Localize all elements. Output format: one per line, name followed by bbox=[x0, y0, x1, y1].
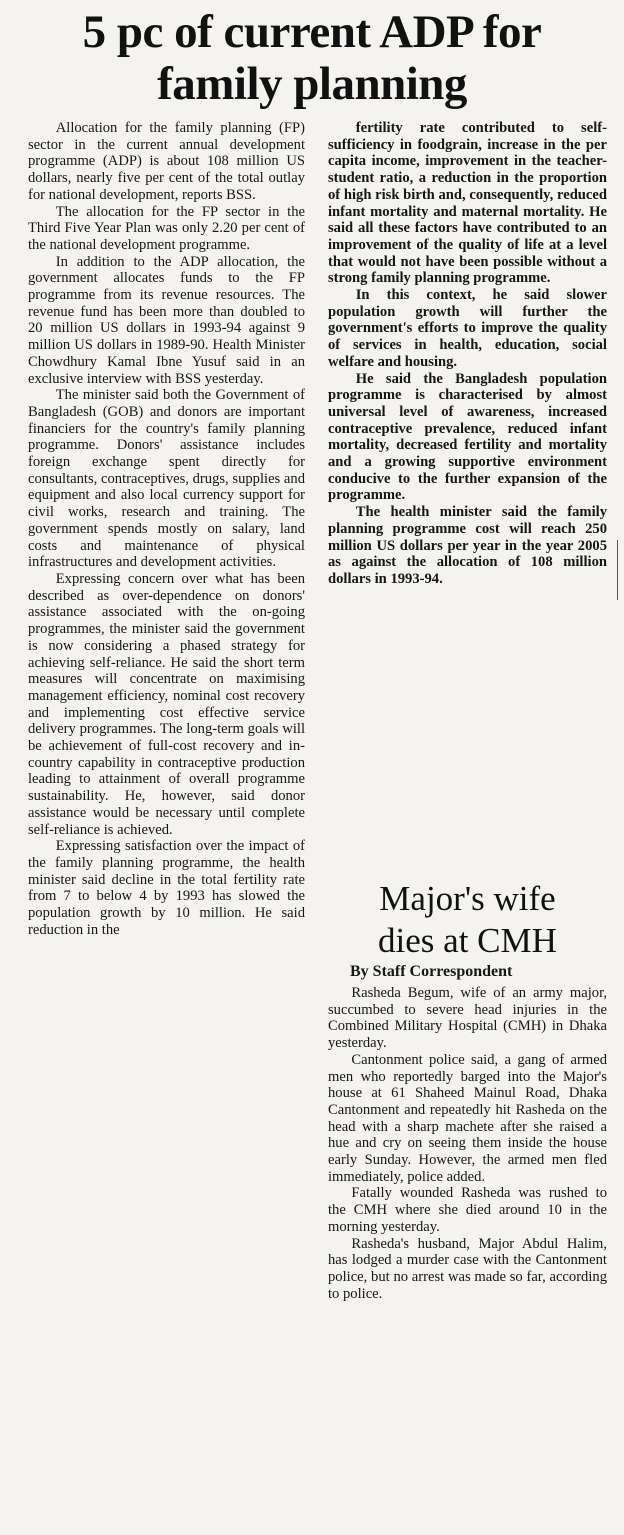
main-headline-line-1: 5 pc of current ADP for bbox=[82, 6, 542, 58]
second-headline-line-2: dies at CMH bbox=[378, 921, 557, 960]
second-headline bbox=[328, 878, 607, 962]
second-article-column bbox=[328, 985, 607, 1302]
article-paragraph: Cantonment police said, a gang of armed men who reportedly barged into the Major's house at 61 Shaheed Mainul Road, Dhaka Cantonment and repeatedly hit Rasheda on the head with a sharp machete after she raised a hue and cry on seeing them inside the house early Sunday. However, the armed men fled immediately, police added. bbox=[328, 1051, 607, 1185]
article-paragraph: The allocation for the FP sector in the Third Five Year Plan was only 2.20 per cent of the national development programme. bbox=[28, 203, 305, 253]
main-headline bbox=[0, 6, 624, 110]
article-paragraph: Expressing satisfaction over the impact of the family planning programme, the health minister said decline in the total fertility rate from 7 to below 4 by 1993 has slowed the population growth by 10 million. He said reduction in the bbox=[28, 838, 305, 938]
article-paragraph: Expressing concern over what has been described as over-dependence on donors' assistance associated with the on-going programmes, the minister said the government is now considering a phased strategy for achieving self-reliance. He said the short term measures will concentrate on maximising management efficiency, nominal cost recovery and implementing cost effective service delivery programmes. The long-term goals will be achievement of full-cost recovery and in-country capability in contraceptive production leading to attainment of overall programme sustainability. He, however, said donor assistance would be necessary until complete self-reliance is achieved. bbox=[28, 570, 305, 838]
article-paragraph: Rasheda's husband, Major Abdul Halim, has lodged a murder case with the Cantonment police, but no arrest was made so far, according to police. bbox=[328, 1235, 607, 1302]
byline: By Staff Correspondent bbox=[350, 963, 513, 980]
second-headline-line-1: Major's wife bbox=[379, 879, 556, 918]
article-paragraph: The minister said both the Government of Bangladesh (GOB) and donors are important financiers for the country's family planning programme. Donors' assistance includes foreign exchange spent directly for consultants, contraceptives, drugs, supplies and equipment and also local currency support for civil works, research and training. The government spends mostly on salary, land costs and maintenance of physical infrastructures and development activities. bbox=[28, 387, 305, 571]
article-paragraph: fertility rate contributed to self-sufficiency in foodgrain, increase in the per capita income, improvement in the teacher-student ratio, a reduction in the proportion of high risk birth and, consequently, reduced infant mortality and maternal mortality. He said all these factors have contributed to an improvement of the quality of life at a level that would not have been possible without a strong family planning programme. bbox=[328, 120, 607, 287]
article-column-right bbox=[328, 120, 607, 588]
article-paragraph: In this context, he said slower population growth will further the government's efforts to improve the quality of services in health, education, social welfare and housing. bbox=[328, 287, 607, 370]
article-paragraph: He said the Bangladesh population programme is characterised by almost universal level of awareness, increased contraceptive prevalence, reduced infant mortality, decreased fertility and mortality and a growing supportive environment conducive to the further expansion of the programme. bbox=[328, 370, 607, 504]
column-rule bbox=[617, 540, 618, 600]
article-paragraph: Fatally wounded Rasheda was rushed to the CMH where she died around 10 in the morning yesterday. bbox=[328, 1185, 607, 1235]
article-paragraph: Rasheda Begum, wife of an army major, succumbed to severe head injuries in the Combined Military Hospital (CMH) in Dhaka yesterday. bbox=[328, 985, 607, 1052]
article-paragraph: The health minister said the family planning programme cost will reach 250 million US dollars per year in the year 2005 as against the allocation of 108 million dollars in 1993-94. bbox=[328, 504, 607, 587]
article-paragraph: Allocation for the family planning (FP) sector in the current annual development programme (ADP) is about 108 million US dollars, nearly five per cent of the total outlay for national development, reports BSS. bbox=[28, 120, 305, 203]
article-column-left bbox=[28, 120, 305, 938]
article-paragraph: In addition to the ADP allocation, the government allocates funds to the FP programme from its revenue resources. The revenue fund has been more than doubled to 20 million US dollars in 1993-94 against 9 million US dollars in 1989-90. Health Minister Chowdhury Kamal Ibne Yusuf said in an exclusive interview with BSS yesterday. bbox=[28, 253, 305, 387]
main-headline-line-2: family planning bbox=[157, 58, 467, 110]
